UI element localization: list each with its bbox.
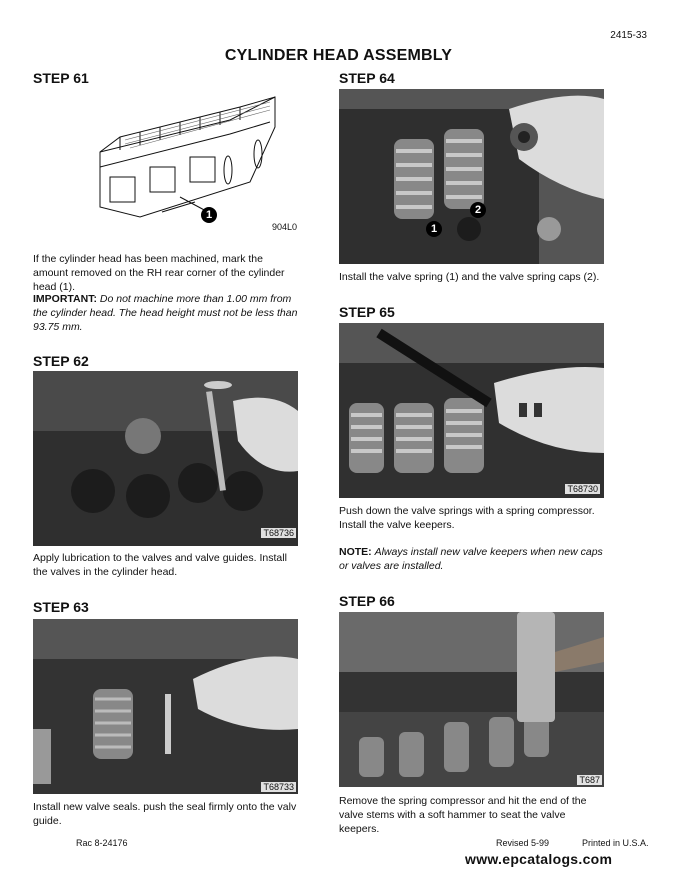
figure-id: T687 <box>579 775 600 785</box>
step-66-heading: STEP 66 <box>339 593 395 609</box>
callout-1: 1 <box>426 221 442 237</box>
step-64-photo <box>339 89 604 264</box>
step-65-photo <box>339 323 604 498</box>
step-65-heading: STEP 65 <box>339 304 395 320</box>
figure-id: T68730 <box>567 484 598 494</box>
step-62-text: Apply lubrication to the valves and valve guides. Install the valves in the cylinder head. <box>33 552 287 578</box>
step-62-photo <box>33 371 298 546</box>
step-62-heading: STEP 62 <box>33 353 89 369</box>
callout-1: 1 <box>201 207 217 223</box>
step-61-illustration <box>80 82 300 232</box>
callout-2: 2 <box>470 202 486 218</box>
step-66-photo <box>339 612 604 787</box>
step-63-text: Install new valve seals. push the seal firmly onto the valv guide. <box>33 801 297 827</box>
step-63-heading: STEP 63 <box>33 599 89 615</box>
page-title: CYLINDER HEAD ASSEMBLY <box>224 47 453 64</box>
step-66-text: Remove the spring compressor and hit the end of the valve stems with a soft hammer to seat the valve keepers. <box>339 795 587 835</box>
step-61-heading: STEP 61 <box>33 70 89 86</box>
watermark: www.epcatalogs.com <box>465 851 613 867</box>
step-61-text: If the cylinder head has been machined, mark the amount removed on the RH rear corner of the cylinder head (1). <box>33 253 285 293</box>
figure-id: 904L0 <box>272 222 298 232</box>
note-text: Always install new valve keepers when new caps or valves are installed. <box>339 546 603 572</box>
important-note <box>33 292 299 334</box>
footer-printed: Printed in U.S.A. <box>582 838 649 848</box>
cylinder-head-line-drawing <box>80 82 300 232</box>
note <box>339 545 605 573</box>
important-text: Do not machine more than 1.00 mm from the cylinder head. The head height must not be less than 93.75 mm. <box>33 293 298 333</box>
step-65-text: Push down the valve springs with a spring compressor. Install the valve keepers. <box>339 505 595 531</box>
figure-id: T68736 <box>263 528 294 538</box>
step-64-heading: STEP 64 <box>339 70 395 86</box>
footer-doc-number: Rac 8-24176 <box>76 838 128 848</box>
figure-id: T68733 <box>263 782 294 792</box>
page-number: 2415-33 <box>610 30 647 41</box>
important-label: IMPORTANT: <box>33 293 97 305</box>
note-label: NOTE: <box>339 546 372 558</box>
step-64-text: Install the valve spring (1) and the valve spring caps (2). <box>339 271 600 283</box>
step-63-photo <box>33 619 298 794</box>
footer-revised: Revised 5-99 <box>496 838 550 848</box>
